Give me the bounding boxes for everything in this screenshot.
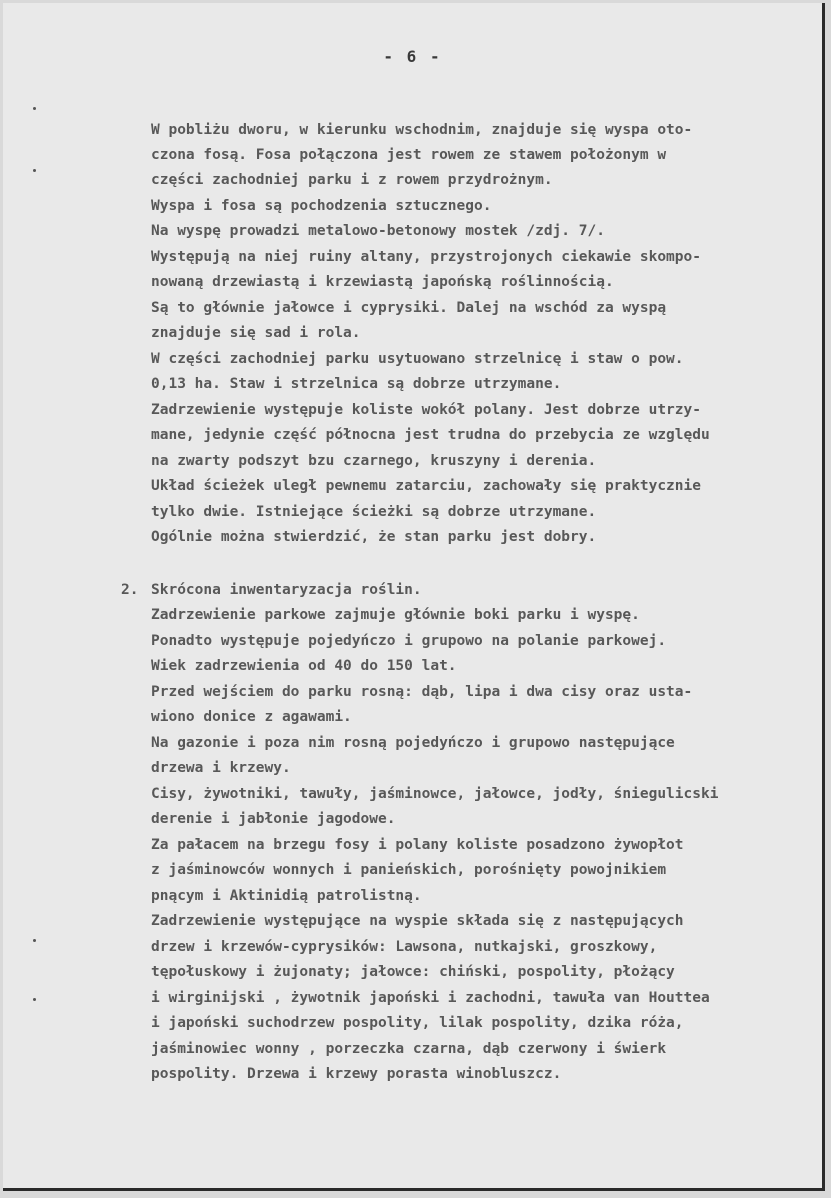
- s2-line: drzew i krzewów-cyprysików: Lawsona, nutkajski, groszkowy,: [151, 939, 658, 955]
- punch-hole-1: [33, 107, 36, 110]
- p1-line: Wyspa i fosa są pochodzenia sztucznego.: [151, 198, 492, 214]
- p1-line: W pobliżu dworu, w kierunku wschodnim, znajduje się wyspa oto-: [151, 122, 693, 138]
- s2-line: pospolity. Drzewa i krzewy porasta winobluszcz.: [151, 1066, 562, 1082]
- s2-line: derenie i jabłonie jagodowe.: [151, 811, 396, 827]
- punch-hole-3: [33, 939, 36, 942]
- p1-line: nowaną drzewiastą i krzewiastą japońską roślinnością.: [151, 274, 614, 290]
- section-number: 2.: [121, 582, 139, 598]
- s2-line: pnącym i Aktinidią patrolistną.: [151, 888, 422, 904]
- s2-line: z jaśminowców wonnych i panieńskich, porośnięty powojnikiem: [151, 862, 667, 878]
- s2-line: jaśminowiec wonny , porzeczka czarna, dąb czerwony i świerk: [151, 1041, 667, 1057]
- s2-line: wiono donice z agawami.: [151, 709, 352, 725]
- s2-line: Cisy, żywotniki, tawuły, jaśminowce, jałowce, jodły, śniegulicski: [151, 786, 719, 802]
- p1-line: 0,13 ha. Staw i strzelnica są dobrze utrzymane.: [151, 376, 562, 392]
- p1-line: Ogólnie można stwierdzić, że stan parku jest dobry.: [151, 529, 597, 545]
- s2-line: Zadrzewienie występujące na wyspie składa się z następujących: [151, 913, 684, 929]
- s2-line: Ponadto występuje pojedyńczo i grupowo na polanie parkowej.: [151, 633, 667, 649]
- punch-hole-2: [33, 169, 36, 172]
- p1-line: mane, jedynie część północna jest trudna do przebycia ze względu: [151, 427, 710, 443]
- s2-line: drzewa i krzewy.: [151, 760, 291, 776]
- p1-line: Zadrzewienie występuje koliste wokół polany. Jest dobrze utrzy-: [151, 402, 701, 418]
- s2-line: i wirginijski , żywotnik japoński i zachodni, tawuła van Houttea: [151, 990, 710, 1006]
- s2-line: Wiek zadrzewienia od 40 do 150 lat.: [151, 658, 457, 674]
- s2-line: Przed wejściem do parku rosną: dąb, lipa i dwa cisy oraz usta-: [151, 684, 693, 700]
- page-number: - 6 -: [383, 47, 442, 66]
- p1-line: znajduje się sad i rola.: [151, 325, 361, 341]
- s2-line: Na gazonie i poza nim rosną pojedyńczo i grupowo następujące: [151, 735, 675, 751]
- p1-line: tylko dwie. Istniejące ścieżki są dobrze utrzymane.: [151, 504, 597, 520]
- s2-line: i japoński suchodrzew pospolity, lilak pospolity, dzika róża,: [151, 1015, 684, 1031]
- p1-line: Są to głównie jałowce i cyprysiki. Dalej na wschód za wyspą: [151, 300, 667, 316]
- p1-line: czona fosą. Fosa połączona jest rowem ze stawem położonym w: [151, 147, 667, 163]
- punch-hole-4: [33, 998, 36, 1001]
- s2-line: Zadrzewienie parkowe zajmuje głównie boki parku i wyspę.: [151, 607, 640, 623]
- document-page: [3, 3, 825, 1191]
- s2-line: tępołuskowy i żujonaty; jałowce: chiński, pospolity, płożący: [151, 964, 675, 980]
- p1-line: Na wyspę prowadzi metalowo-betonowy mostek /zdj. 7/.: [151, 223, 605, 239]
- p1-line: na zwarty podszyt bzu czarnego, kruszyny i derenia.: [151, 453, 597, 469]
- p1-line: Występują na niej ruiny altany, przystrojonych ciekawie skompo-: [151, 249, 701, 265]
- s2-line: Za pałacem na brzegu fosy i polany koliste posadzono żywopłot: [151, 837, 684, 853]
- p1-line: części zachodniej parku i z rowem przydrożnym.: [151, 172, 553, 188]
- p1-line: Układ ścieżek uległ pewnemu zatarciu, zachowały się praktycznie: [151, 478, 701, 494]
- p1-line: W części zachodniej parku usytuowano strzelnicę i staw o pow.: [151, 351, 684, 367]
- section-heading: Skrócona inwentaryzacja roślin.: [151, 582, 422, 598]
